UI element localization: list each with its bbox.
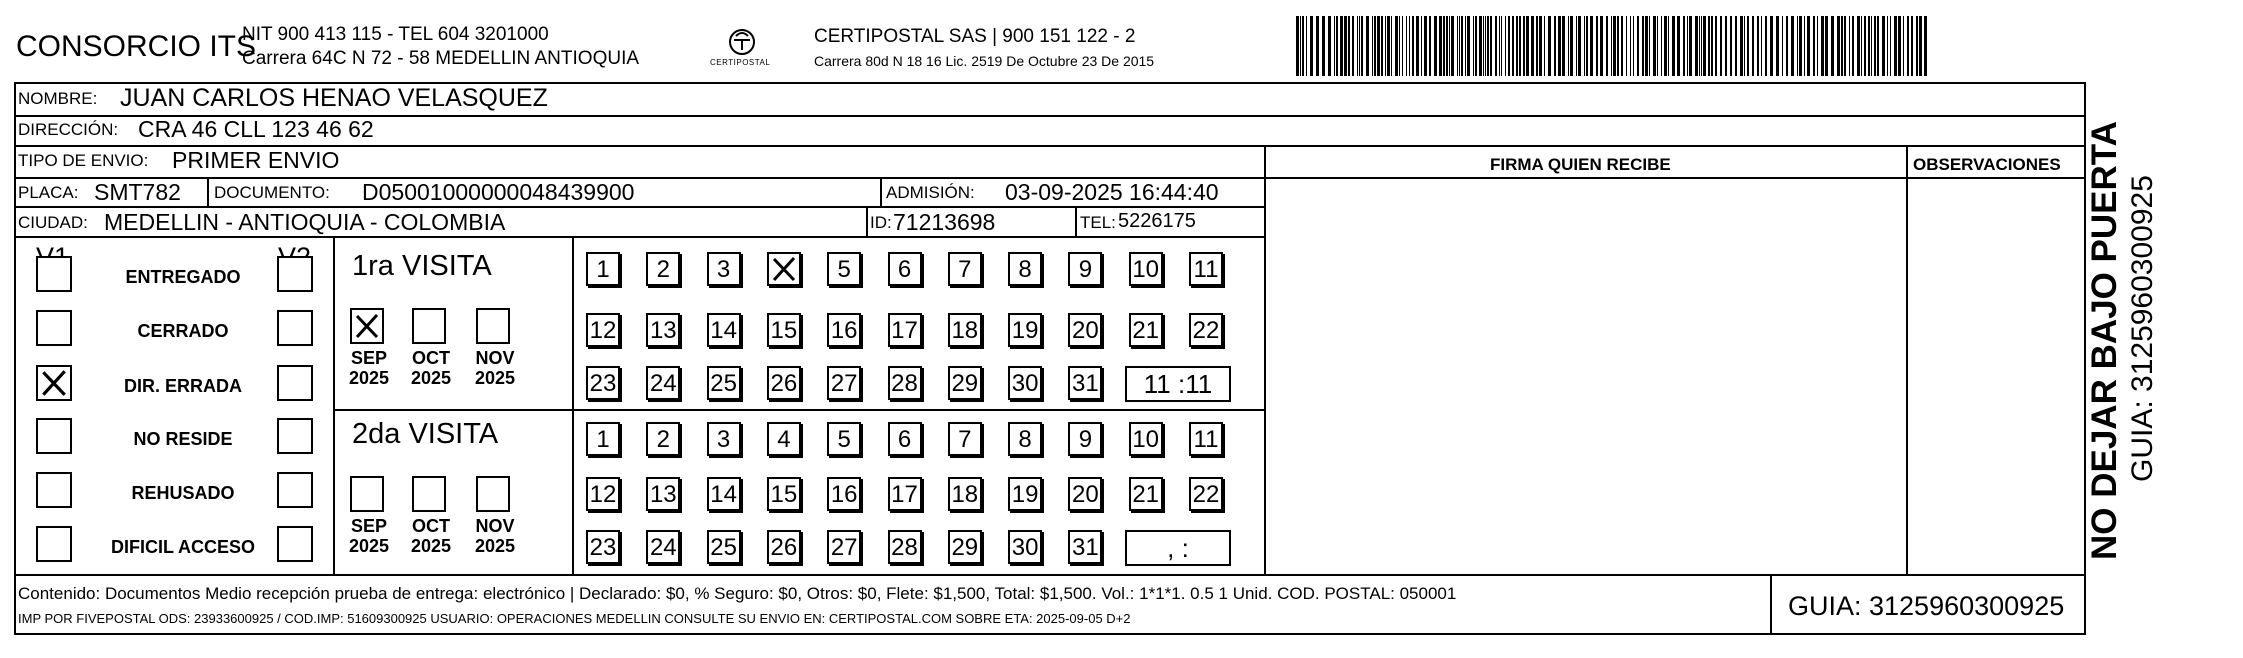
month-checkbox[interactable]: [412, 476, 446, 512]
nombre-value: JUAN CARLOS HENAO VELASQUEZ: [120, 84, 548, 112]
day-11-box[interactable]: 11: [1189, 422, 1223, 456]
day-24-box[interactable]: 24: [646, 530, 680, 564]
month-checkbox[interactable]: [476, 308, 510, 344]
admision-label: ADMISIÓN:: [886, 183, 975, 202]
day-2-box[interactable]: 2: [646, 422, 680, 456]
month-label: NOV: [475, 348, 515, 368]
day-21-box[interactable]: 21: [1129, 313, 1163, 347]
day-1-box[interactable]: 1: [586, 422, 620, 456]
status-label: DIFICIL ACCESO: [110, 537, 255, 557]
id-label: ID:: [870, 213, 892, 232]
day-24-box[interactable]: 24: [646, 366, 680, 400]
id-value: 71213698: [893, 209, 996, 235]
logo-text: CERTIPOSTAL: [710, 58, 771, 67]
day-29-box[interactable]: 29: [948, 366, 982, 400]
day-3-box[interactable]: 3: [707, 422, 741, 456]
footer-guia: GUIA: 3125960300925: [1788, 591, 2065, 621]
day-28-box[interactable]: 28: [888, 366, 922, 400]
status-label: REHUSADO: [131, 483, 235, 503]
day-30-box[interactable]: 30: [1008, 530, 1042, 564]
v1-checkbox[interactable]: [36, 310, 72, 346]
status-label: ENTREGADO: [125, 267, 241, 287]
day-23-box[interactable]: 23: [586, 530, 620, 564]
direccion-label: DIRECCIÓN:: [18, 120, 119, 139]
day-25-box[interactable]: 25: [707, 366, 741, 400]
day-26-box[interactable]: 26: [767, 366, 801, 400]
day-4-box[interactable]: 4: [767, 422, 801, 456]
day-12-box[interactable]: 12: [586, 313, 620, 347]
direccion-value: CRA 46 CLL 123 46 62: [138, 116, 374, 142]
day-13-box[interactable]: 13: [646, 313, 680, 347]
tipo-envio-label: TIPO DE ENVIO:: [18, 151, 149, 170]
v2-checkbox[interactable]: [277, 310, 313, 346]
v2-checkbox[interactable]: [277, 418, 313, 454]
day-30-box[interactable]: 30: [1008, 366, 1042, 400]
day-17-box[interactable]: 17: [888, 313, 922, 347]
v1-checkbox[interactable]: [36, 472, 72, 508]
month-label: SEP: [350, 348, 388, 368]
day-16-box[interactable]: 16: [827, 313, 861, 347]
day-17-box[interactable]: 17: [888, 477, 922, 511]
day-10-box[interactable]: 10: [1129, 252, 1163, 286]
day-13-box[interactable]: 13: [646, 477, 680, 511]
visit-time-box[interactable]: 11 :11: [1125, 366, 1231, 402]
documento-value: D05001000000048439900: [362, 179, 635, 205]
company-name: CONSORCIO ITS: [16, 30, 257, 63]
day-7-box[interactable]: 7: [948, 252, 982, 286]
tel-value: 5226175: [1118, 210, 1196, 232]
day-4-box[interactable]: [767, 252, 801, 286]
footer-imp: IMP POR FIVEPOSTAL ODS: 23933600925 / COD.IMP: 51609300925 USUARIO: OPERACIONES MEDELLIN CONSULTE SU ENVIO EN: CERTIPOSTAL.COM SOBRE ETA: 2025-09-05 D+2: [18, 611, 1131, 626]
month-checkbox[interactable]: [412, 308, 446, 344]
tel-label: TEL:: [1080, 213, 1116, 232]
side-guia: [2126, 112, 2160, 482]
day-8-box[interactable]: 8: [1008, 252, 1042, 286]
day-20-box[interactable]: 20: [1068, 313, 1102, 347]
month-year: 2025: [474, 536, 516, 556]
nombre-label: NOMBRE:: [18, 89, 98, 108]
month-checkbox[interactable]: [350, 476, 384, 512]
carrier-address: Carrera 80d N 18 16 Lic. 2519 De Octubre 23 De 2015: [814, 53, 1155, 69]
documento-label: DOCUMENTO:: [214, 183, 330, 202]
footer-content: Contenido: Documentos Medio recepción prueba de entrega: electrónico | Declarado: $0, % Seguro: $0, Otros: $0, Flete: $1,500, Total: $1,500. Vol.: 1*1*1. 0.5 1 Unid. COD. POSTAL: 050001: [18, 584, 1457, 603]
status-label: CERRADO: [137, 321, 229, 341]
month-label: NOV: [475, 516, 515, 536]
admision-value: 03-09-2025 16:44:40: [1005, 179, 1219, 205]
day-22-box[interactable]: 22: [1189, 477, 1223, 511]
day-1-box[interactable]: 1: [586, 252, 620, 286]
v2-checkbox[interactable]: [277, 365, 313, 401]
v1-checkbox[interactable]: [36, 365, 72, 401]
day-7-box[interactable]: 7: [948, 422, 982, 456]
ciudad-label: CIUDAD:: [18, 213, 88, 232]
day-19-box[interactable]: 19: [1008, 313, 1042, 347]
day-18-box[interactable]: 18: [948, 313, 982, 347]
day-27-box[interactable]: 27: [827, 366, 861, 400]
month-checkbox[interactable]: [476, 476, 510, 512]
day-23-box[interactable]: 23: [586, 366, 620, 400]
day-5-box[interactable]: 5: [827, 422, 861, 456]
ciudad-value: MEDELLIN - ANTIOQUIA - COLOMBIA: [104, 209, 506, 235]
carrier-name: CERTIPOSTAL SAS | 900 151 122 - 2: [814, 26, 1136, 47]
day-12-box[interactable]: 12: [586, 477, 620, 511]
day-15-box[interactable]: 15: [767, 313, 801, 347]
observaciones-header: OBSERVACIONES: [1913, 155, 2061, 174]
firma-header: FIRMA QUIEN RECIBE: [1490, 155, 1671, 174]
day-15-box[interactable]: 15: [767, 477, 801, 511]
month-label: OCT: [412, 516, 450, 536]
status-label: DIR. ERRADA: [123, 376, 242, 396]
visit-time-box[interactable]: , :: [1125, 530, 1231, 566]
month-year: 2025: [348, 536, 390, 556]
visit1-title: 1ra VISITA: [352, 250, 492, 282]
day-11-box[interactable]: 11: [1189, 252, 1223, 286]
day-27-box[interactable]: 27: [827, 530, 861, 564]
day-9-box[interactable]: 9: [1068, 422, 1102, 456]
day-29-box[interactable]: 29: [948, 530, 982, 564]
v1-checkbox[interactable]: [36, 256, 72, 292]
day-31-box[interactable]: 31: [1068, 530, 1102, 564]
month-year: 2025: [348, 368, 390, 388]
day-26-box[interactable]: 26: [767, 530, 801, 564]
visit2-title: 2da VISITA: [352, 418, 499, 450]
day-6-box[interactable]: 6: [888, 422, 922, 456]
day-25-box[interactable]: 25: [707, 530, 741, 564]
month-checkbox[interactable]: [350, 308, 384, 344]
day-9-box[interactable]: 9: [1068, 252, 1102, 286]
tipo-envio-value: PRIMER ENVIO: [172, 147, 340, 173]
v2-checkbox[interactable]: [277, 256, 313, 292]
v2-checkbox[interactable]: [277, 472, 313, 508]
day-21-box[interactable]: 21: [1129, 477, 1163, 511]
v1-checkbox[interactable]: [36, 526, 72, 562]
v2-checkbox[interactable]: [277, 526, 313, 562]
day-28-box[interactable]: 28: [888, 530, 922, 564]
v1-checkbox[interactable]: [36, 418, 72, 454]
day-19-box[interactable]: 19: [1008, 477, 1042, 511]
month-label: OCT: [412, 348, 450, 368]
day-18-box[interactable]: 18: [948, 477, 982, 511]
day-16-box[interactable]: 16: [827, 477, 861, 511]
day-22-box[interactable]: 22: [1189, 313, 1223, 347]
month-year: 2025: [410, 536, 452, 556]
day-6-box[interactable]: 6: [888, 252, 922, 286]
placa-label: PLACA:: [18, 183, 79, 202]
company-address: Carrera 64C N 72 - 58 MEDELLIN ANTIOQUIA: [242, 48, 640, 69]
month-year: 2025: [410, 368, 452, 388]
month-label: SEP: [350, 516, 388, 536]
status-label: NO RESIDE: [133, 429, 233, 449]
month-year: 2025: [474, 368, 516, 388]
side-guia-text: GUIA: 3125960300925: [2126, 175, 2159, 482]
side-warning: [2085, 92, 2125, 560]
company-nit: NIT 900 413 115 - TEL 604 3201000: [242, 24, 549, 45]
day-3-box[interactable]: 3: [707, 252, 741, 286]
day-2-box[interactable]: 2: [646, 252, 680, 286]
day-5-box[interactable]: 5: [827, 252, 861, 286]
day-10-box[interactable]: 10: [1129, 422, 1163, 456]
side-no-dejar: NO DEJAR BAJO PUERTA: [2085, 121, 2124, 560]
day-14-box[interactable]: 14: [707, 313, 741, 347]
placa-value: SMT782: [94, 179, 181, 205]
barcode: [1296, 16, 1934, 76]
day-31-box[interactable]: 31: [1068, 366, 1102, 400]
day-20-box[interactable]: 20: [1068, 477, 1102, 511]
certipostal-logo: [706, 26, 778, 70]
day-14-box[interactable]: 14: [707, 477, 741, 511]
day-8-box[interactable]: 8: [1008, 422, 1042, 456]
